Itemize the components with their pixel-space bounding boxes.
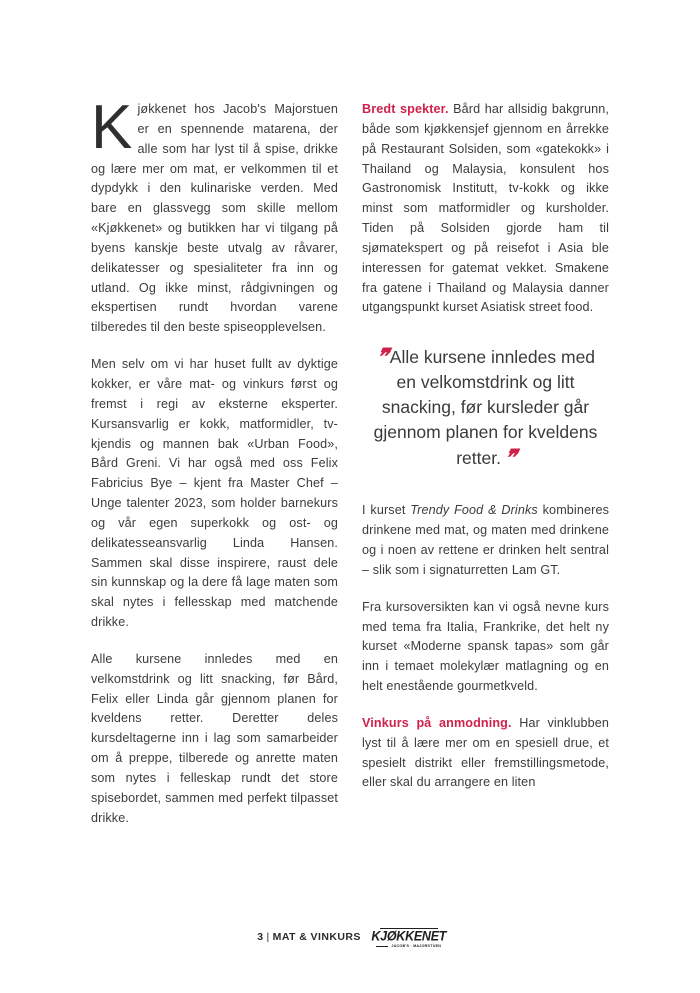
logo-wordmark: KJØKKENET — [371, 928, 447, 944]
quote-mark-open-icon: ❞ — [373, 344, 390, 370]
footer-section-label: MAT & VINKURS — [272, 930, 361, 943]
drop-cap-letter: K — [91, 93, 133, 162]
page-footer — [0, 925, 700, 949]
paragraph-trendy-food — [362, 501, 609, 580]
paragraph-trendy-food-suffix: kombineres drinkene med mat, og maten med drinkene og i noen av rettene er drinken helt sentral – slik som i signaturretten Lam GT. — [362, 503, 609, 577]
logo-subtitle-rule-left — [376, 946, 388, 947]
paragraph-course-flow: Alle kursene innledes med en velkomstdrink og litt snacking, før Bård, Felix eller Linda går gjennom planen for kveldens retter. Deretter deles kursdeltagerne inn i lag som samarbeider om å preppe, tilberede og anrette maten som nytes i felleskap rundt det store spisebordet, sammen med perfekt tilpasset drikke. — [91, 651, 338, 825]
logo-subtitle: JACOB'S · MAJORSTUEN — [391, 943, 442, 948]
course-title-trendy-food: Trendy Food & Drinks — [410, 503, 538, 518]
two-column-content — [91, 93, 609, 890]
paragraph-trendy-food-prefix: I kurset — [362, 503, 411, 518]
folio — [257, 931, 361, 943]
paragraph-bredt-spekter — [362, 100, 609, 318]
folio-separator: | — [266, 930, 270, 943]
pull-quote-text: Alle kursene innledes med en velkomstdrink og litt snacking, før kursleder går gjennom planen for kveldens retter. — [373, 347, 598, 469]
paragraph-vinkurs-anmodning — [362, 714, 609, 793]
paragraph-vinkurs-text: Har vinklubben lyst til å lære mer om en spesiell drue, et spesielt distrikt eller fremstillingsmetode, eller skal du arrangere en liten — [362, 715, 609, 790]
lead-in-heading-bredt-spekter: Bredt spekter. — [362, 102, 449, 116]
paragraph-course-overview: Fra kursoversikten kan vi også nevne kurs med tema fra Italia, Frankrike, det helt ny kurset «Moderne spansk tapas» som går inn i temaet molekylær matlagning og en helt enestående gourmetkveld. — [362, 599, 609, 694]
intro-paragraph-text: jøkkenet hos Jacob's Majorstuen er en spennende matarena, der alle som har lyst til å spise, drikke og lære mer om mat, er velkommen til et dypdykk i den kulinariske verden. Med bare en glassvegg som skille mellom «Kjøkkenet» og butikken har vi tilgang på byens kanskje beste utvalg av råvarer, delikatesser og spesialiteter fra inn og utland. Og ikke minst, rådgivningen og ekspertisen rundt hvordan varene tilberedes til den beste spiseopplevelsen. — [91, 102, 338, 335]
logo-subtitle-row — [376, 945, 441, 949]
right-column — [362, 100, 609, 793]
quote-mark-close-icon: ❞ — [501, 445, 518, 471]
pull-quote — [362, 344, 609, 471]
intro-paragraph — [91, 93, 338, 338]
paragraph-chefs: Men selv om vi har huset fullt av dyktige kokker, er våre mat- og vinkurs først og fremst i regi av eksterne eksperter. Kursansvarlig er kokk, matformidler, tv-kjendis og mannen bak «Urban Food», Bård Greni. Vi har også med oss Felix Fabricius Bye – kjent fra Master Chef – Unge talenter 2023, som holder barnekurs og vår egen superkokk og ost- og delikatesseansvarlig Linda Hansen. Sammen skal disse inspirere, raust dele sin kunnskap og la dere få lage maten som skal nytes i fellesskap med matchende drikke. — [91, 357, 338, 630]
kjokkenet-logo — [371, 925, 447, 949]
lead-in-heading-vinkurs: Vinkurs på anmodning. — [362, 715, 512, 730]
left-column — [91, 93, 338, 829]
page-number: 3 — [257, 930, 264, 943]
paragraph-bredt-spekter-text: Bård har allsidig bakgrunn, både som kjøkkensjef gjennom en årrekke på Restaurant Solsiden, som «gatekokk» i Thailand og Malaysia, konsulent hos Gastronomisk Institutt, tv-kokk og ikke minst som matformidler og kursholder. Tiden på Solsiden gjorde ham til sjømatekspert og på reisefot i Asia ble interessen for gatemat vekket. Smakene fra gatene i Thailand og Malaysia danner utgangspunkt kurset Asiatisk street food. — [362, 102, 609, 315]
